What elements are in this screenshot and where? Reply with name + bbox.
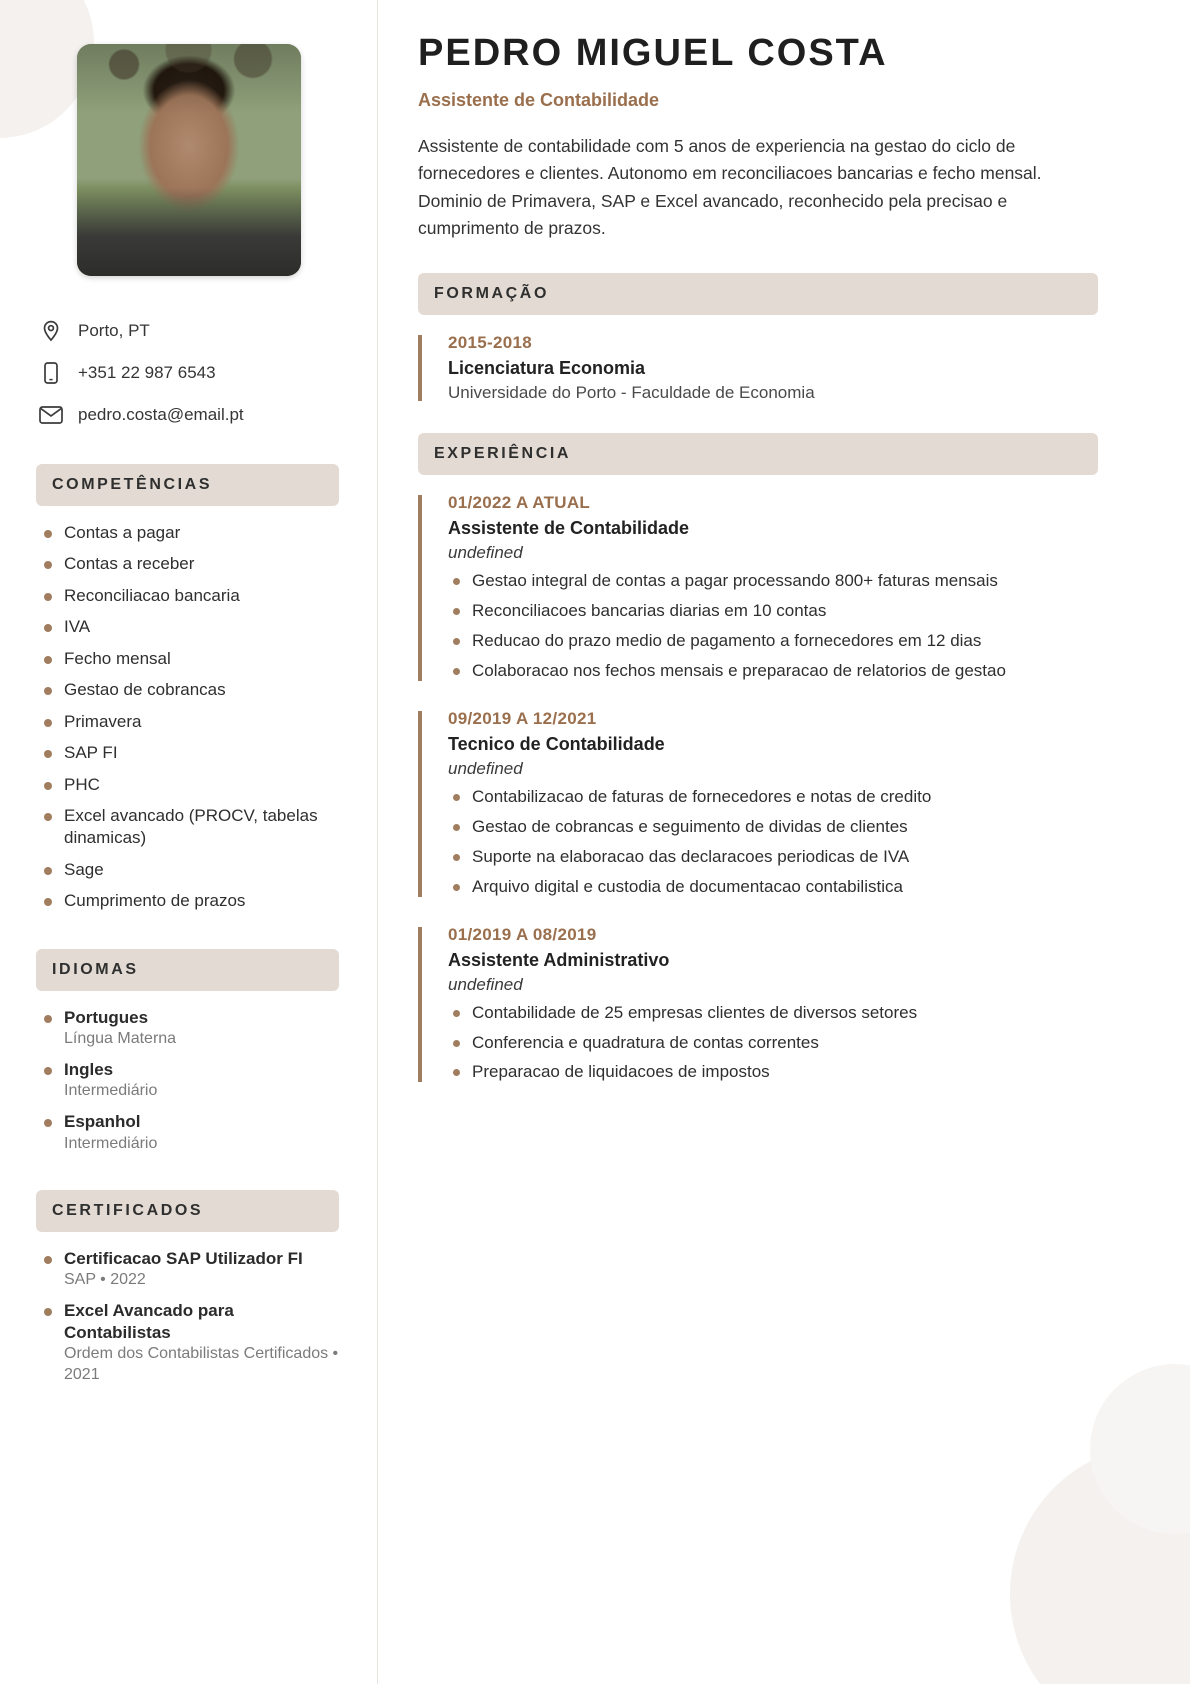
education-entry	[418, 333, 1098, 403]
experience-task-list	[448, 1002, 1098, 1085]
list-item: Primavera	[38, 711, 339, 733]
list-item: Fecho mensal	[38, 648, 339, 670]
list-item: Contas a pagar	[38, 522, 339, 544]
list-item	[38, 1007, 339, 1050]
job-role: Assistente de Contabilidade	[418, 89, 660, 110]
language-name: Ingles	[64, 1059, 114, 1079]
list-item: Conferencia e quadratura de contas correntes	[448, 1032, 1098, 1055]
list-item: Gestao integral de contas a pagar processando 800+ faturas mensais	[448, 570, 1098, 593]
section-heading-certificates: CERTIFICADOS	[36, 1190, 339, 1232]
certificate-title: Excel Avancado para Contabilistas	[64, 1301, 234, 1343]
list-item: SAP FI	[38, 742, 339, 764]
list-item: Contabilizacao de faturas de fornecedores e notas de credito	[448, 786, 1098, 809]
education-date: 2015-2018	[448, 333, 532, 353]
language-name: Espanhol	[64, 1112, 141, 1132]
experience-title: Assistente Administrativo	[448, 949, 670, 970]
experience-company: undefined	[448, 974, 523, 994]
list-item: Excel avancado (PROCV, tabelas dinamicas)	[38, 805, 339, 850]
avatar	[77, 44, 301, 276]
experience-date: 09/2019 A 12/2021	[448, 708, 597, 728]
experience-date: 01/2019 A 08/2019	[448, 924, 597, 944]
main-content	[418, 0, 1098, 1110]
experience-entry	[418, 925, 1098, 1085]
list-item: Sage	[38, 859, 339, 881]
certificate-meta: Ordem dos Contabilistas Certificados • 2021	[64, 1345, 339, 1384]
experience-entry	[418, 493, 1098, 683]
page-title: PEDRO MIGUEL COSTA	[418, 32, 888, 74]
language-level: Língua Materna	[64, 1030, 177, 1048]
certificates-list	[38, 1248, 339, 1386]
phone-icon	[38, 360, 64, 386]
list-item: Colaboracao nos fechos mensais e preparacao de relatorios de gestao	[448, 660, 1098, 683]
language-level: Intermediário	[64, 1082, 158, 1100]
list-item: Gestao de cobrancas e seguimento de dividas de clientes	[448, 816, 1098, 839]
contact-phone-value: +351 22 987 6543	[78, 363, 216, 382]
list-item: Preparacao de liquidacoes de impostos	[448, 1061, 1098, 1084]
experience-task-list	[448, 786, 1098, 899]
contact-location	[38, 318, 339, 344]
section-heading-languages: IDIOMAS	[36, 949, 339, 991]
envelope-icon	[38, 402, 64, 428]
experience-entry	[418, 709, 1098, 899]
list-item: Cumprimento de prazos	[38, 890, 339, 912]
profile-summary: Assistente de contabilidade com 5 anos de experiencia na gestao do ciclo de fornecedores e clientes. Autonomo em reconciliacoes bancarias e fecho mensal. Dominio de Primavera, SAP e Excel avancado, reconhecido pela precisao e cumprimento de prazos.	[418, 135, 1042, 239]
certificate-title: Certificacao SAP Utilizador FI	[64, 1249, 303, 1269]
list-item: Reconciliacao bancaria	[38, 585, 339, 607]
section-heading-experience: EXPERIÊNCIA	[418, 433, 1098, 475]
list-item: Reducao do prazo medio de pagamento a fornecedores em 12 dias	[448, 630, 1098, 653]
language-level: Intermediário	[64, 1134, 158, 1152]
list-item	[38, 1248, 339, 1291]
list-item: Contabilidade de 25 empresas clientes de diversos setores	[448, 1002, 1098, 1025]
list-item: PHC	[38, 774, 339, 796]
contact-phone	[38, 360, 339, 386]
list-item: Arquivo digital e custodia de documentacao contabilistica	[448, 876, 1098, 899]
certificate-meta: SAP • 2022	[64, 1271, 146, 1289]
list-item: Suporte na elaboracao das declaracoes periodicas de IVA	[448, 846, 1098, 869]
contact-list	[38, 318, 339, 428]
profile-photo	[77, 44, 301, 276]
contact-email-value: pedro.costa@email.pt	[78, 405, 244, 424]
section-heading-skills: COMPETÊNCIAS	[36, 464, 339, 506]
list-item: Reconciliacoes bancarias diarias em 10 contas	[448, 600, 1098, 623]
list-item: IVA	[38, 616, 339, 638]
experience-task-list	[448, 570, 1098, 683]
experience-company: undefined	[448, 758, 523, 778]
education-institution: Universidade do Porto - Faculdade de Economia	[448, 383, 815, 403]
list-item	[38, 1111, 339, 1154]
location-pin-icon	[38, 318, 64, 344]
skills-list	[38, 522, 339, 913]
experience-title: Tecnico de Contabilidade	[448, 733, 665, 754]
list-item	[38, 1300, 339, 1386]
list-item: Gestao de cobrancas	[38, 679, 339, 701]
contact-location-value: Porto, PT	[78, 321, 150, 340]
experience-company: undefined	[448, 543, 523, 563]
experience-date: 01/2022 A ATUAL	[448, 493, 591, 513]
sidebar	[0, 0, 378, 1684]
contact-email	[38, 402, 339, 428]
section-heading-education: FORMAÇÃO	[418, 273, 1098, 315]
list-item	[38, 1059, 339, 1102]
experience-title: Assistente de Contabilidade	[448, 518, 690, 539]
languages-list	[38, 1007, 339, 1155]
education-title: Licenciatura Economia	[448, 358, 646, 379]
list-item: Contas a receber	[38, 553, 339, 575]
language-name: Portugues	[64, 1007, 149, 1027]
